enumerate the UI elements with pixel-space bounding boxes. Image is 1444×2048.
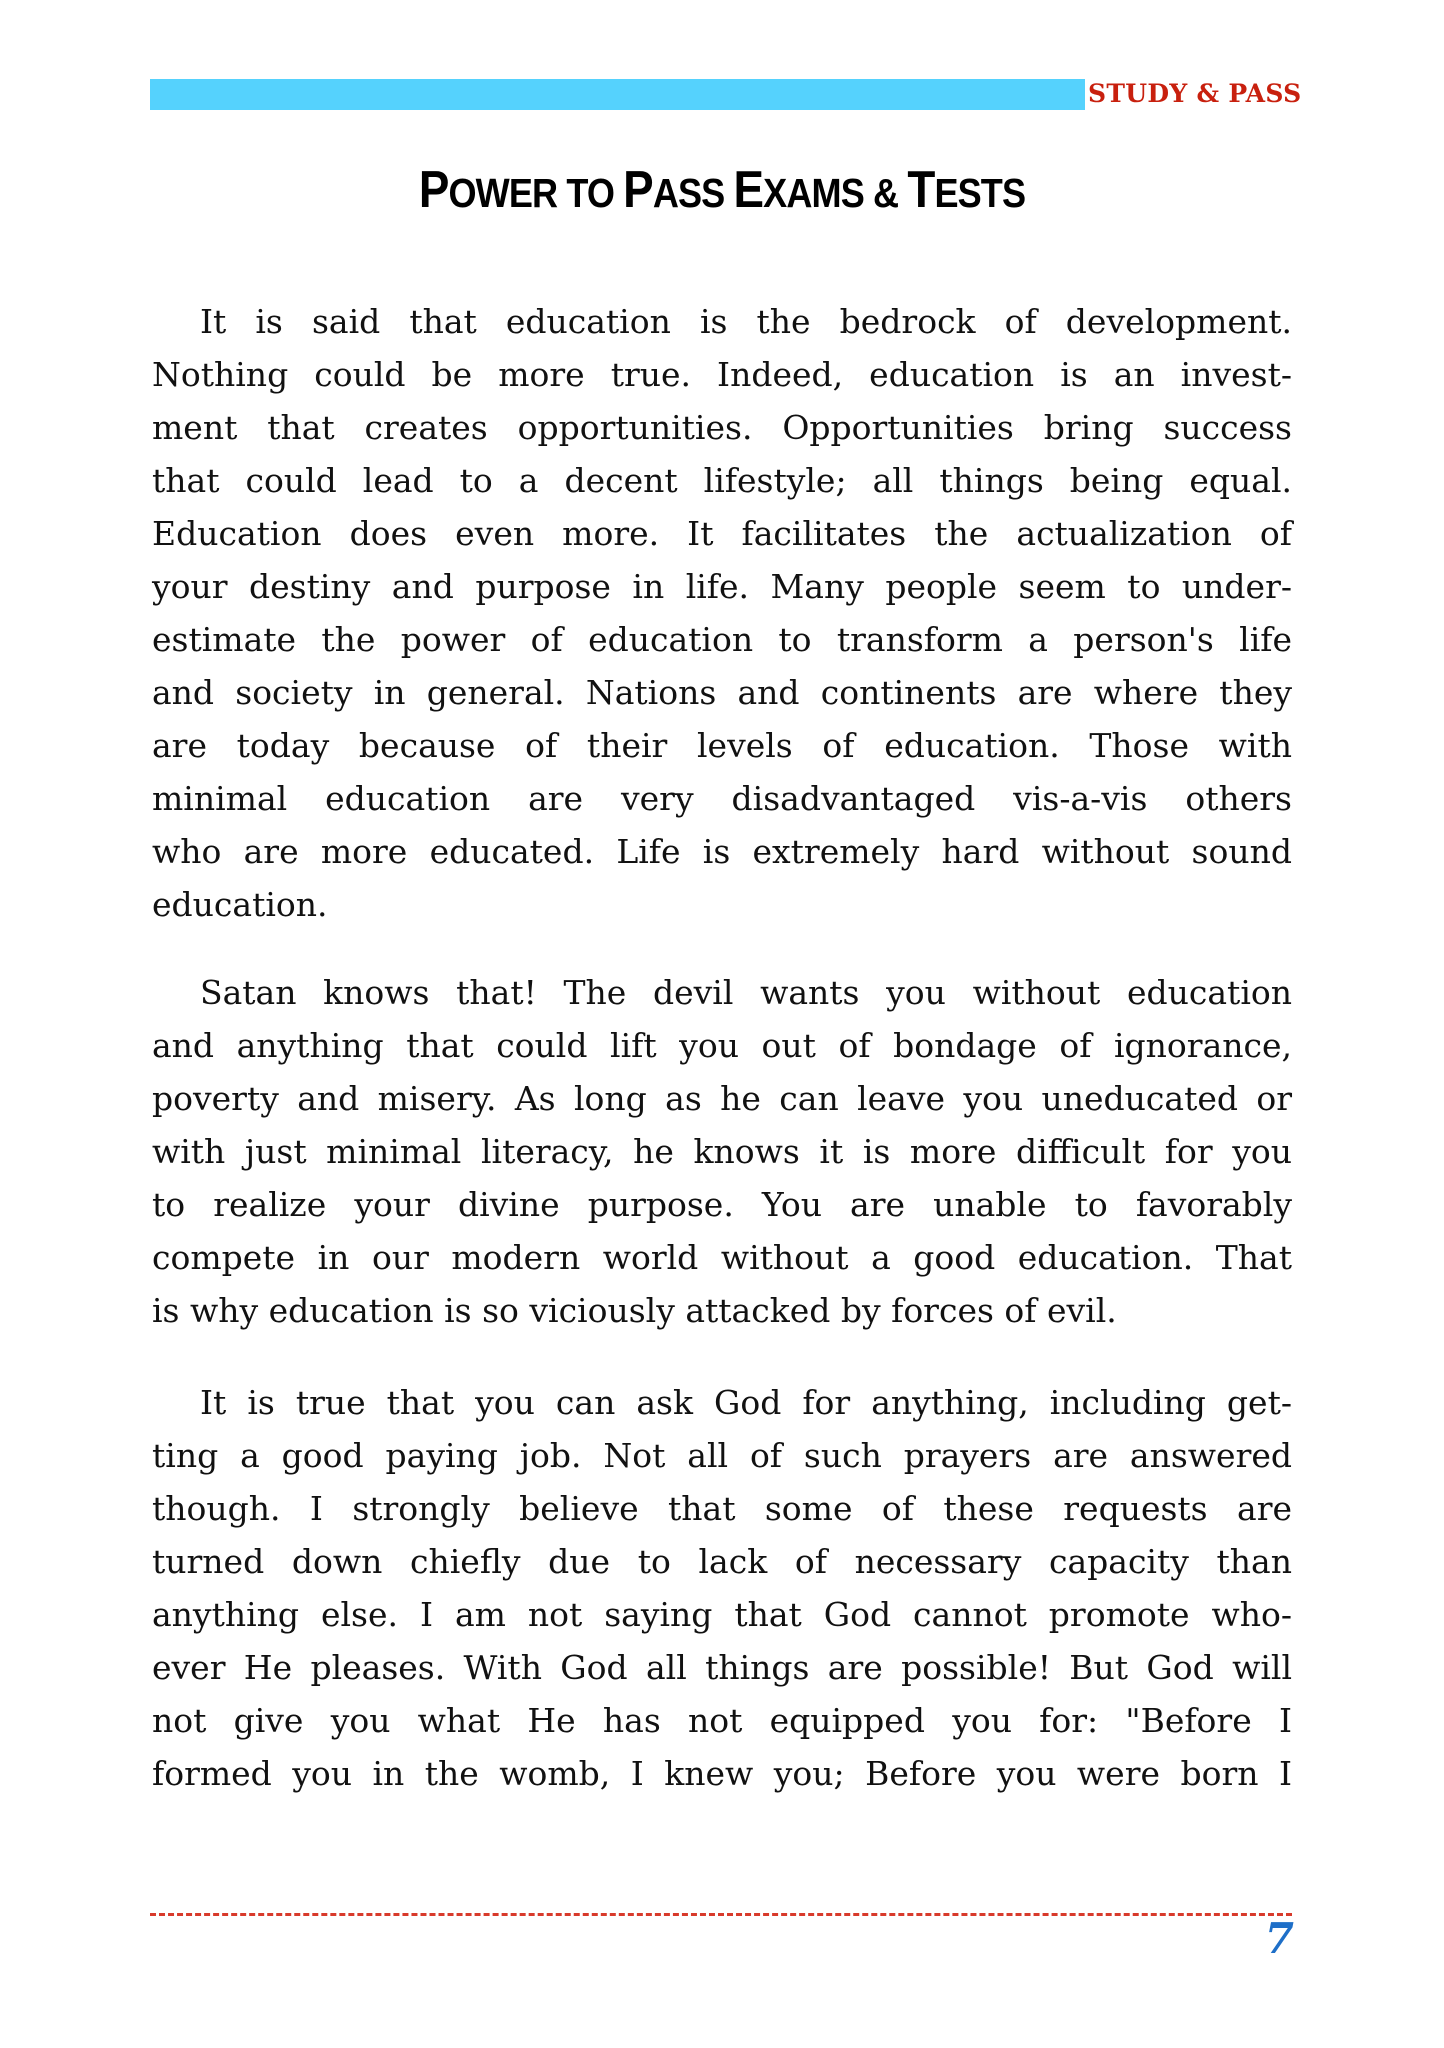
text-line: that could lead to a decent lifestyle; all things being equal. xyxy=(152,461,1292,500)
title-smallcaps: XAMS & xyxy=(763,170,908,216)
text-line: with just minimal literacy, he knows it is more difficult for you xyxy=(152,1132,1292,1171)
text-line: and society in general. Nations and continents are where they xyxy=(152,673,1292,712)
paragraph-2 xyxy=(152,966,1292,1337)
text-line: compete in our modern world without a good education. That xyxy=(152,1238,1292,1277)
text-line: and anything that could lift you out of bondage of ignorance, xyxy=(152,1026,1292,1065)
text-line: ting a good paying job. Not all of such prayers are answered xyxy=(152,1436,1292,1475)
page-title xyxy=(87,158,1358,225)
text-line: who are more educated. Life is extremely hard without sound xyxy=(152,832,1292,871)
footer-dashed-rule xyxy=(150,1913,1292,1916)
text-line: not give you what He has not equipped you for: "Before I xyxy=(152,1701,1292,1740)
text-line: is why education is so viciously attacked by forces of evil. xyxy=(152,1291,1117,1330)
text-line: ment that creates opportunities. Opportunities bring success xyxy=(152,408,1292,447)
text-line: turned down chiefly due to lack of necessary capacity than xyxy=(152,1542,1292,1581)
text-line: to realize your divine purpose. You are unable to favorably xyxy=(152,1185,1292,1224)
running-header-title: STUDY & PASS xyxy=(1088,79,1302,108)
title-initial: P xyxy=(623,161,653,219)
title-initial: E xyxy=(733,161,764,219)
text-line: It is true that you can ask God for anything, including get- xyxy=(200,1383,1292,1422)
text-line: It is said that education is the bedrock of development. xyxy=(200,302,1292,341)
paragraph-1 xyxy=(152,295,1292,931)
text-line: though. I strongly believe that some of these requests are xyxy=(152,1489,1292,1528)
title-smallcaps: OWER TO xyxy=(448,170,624,216)
text-line: ever He pleases. With God all things are possible! But God will xyxy=(152,1648,1292,1687)
title-smallcaps: ESTS xyxy=(934,170,1026,216)
title-initial: T xyxy=(907,161,935,219)
text-line: poverty and misery. As long as he can leave you uneducated or xyxy=(152,1079,1292,1118)
page-number: 7 xyxy=(1264,1914,1294,1963)
text-line: are today because of their levels of education. Those with xyxy=(152,726,1292,765)
text-line: your destiny and purpose in life. Many people seem to under- xyxy=(152,567,1292,606)
title-smallcaps: ASS xyxy=(652,170,734,216)
text-line: estimate the power of education to transform a person's life xyxy=(152,620,1292,659)
text-line: anything else. I am not saying that God cannot promote who- xyxy=(152,1595,1292,1634)
text-line: minimal education are very disadvantaged vis-a-vis others xyxy=(152,779,1292,818)
header-accent-bar xyxy=(150,79,1085,110)
text-line: formed you in the womb, I knew you; Before you were born I xyxy=(152,1754,1292,1793)
text-line: Satan knows that! The devil wants you without education xyxy=(200,973,1292,1012)
text-line: Nothing could be more true. Indeed, education is an invest- xyxy=(152,355,1292,394)
text-line: Education does even more. It facilitates the actualization of xyxy=(152,514,1292,553)
paragraph-3 xyxy=(152,1376,1292,1800)
title-initial: P xyxy=(418,161,449,219)
text-line: education. xyxy=(152,885,328,924)
